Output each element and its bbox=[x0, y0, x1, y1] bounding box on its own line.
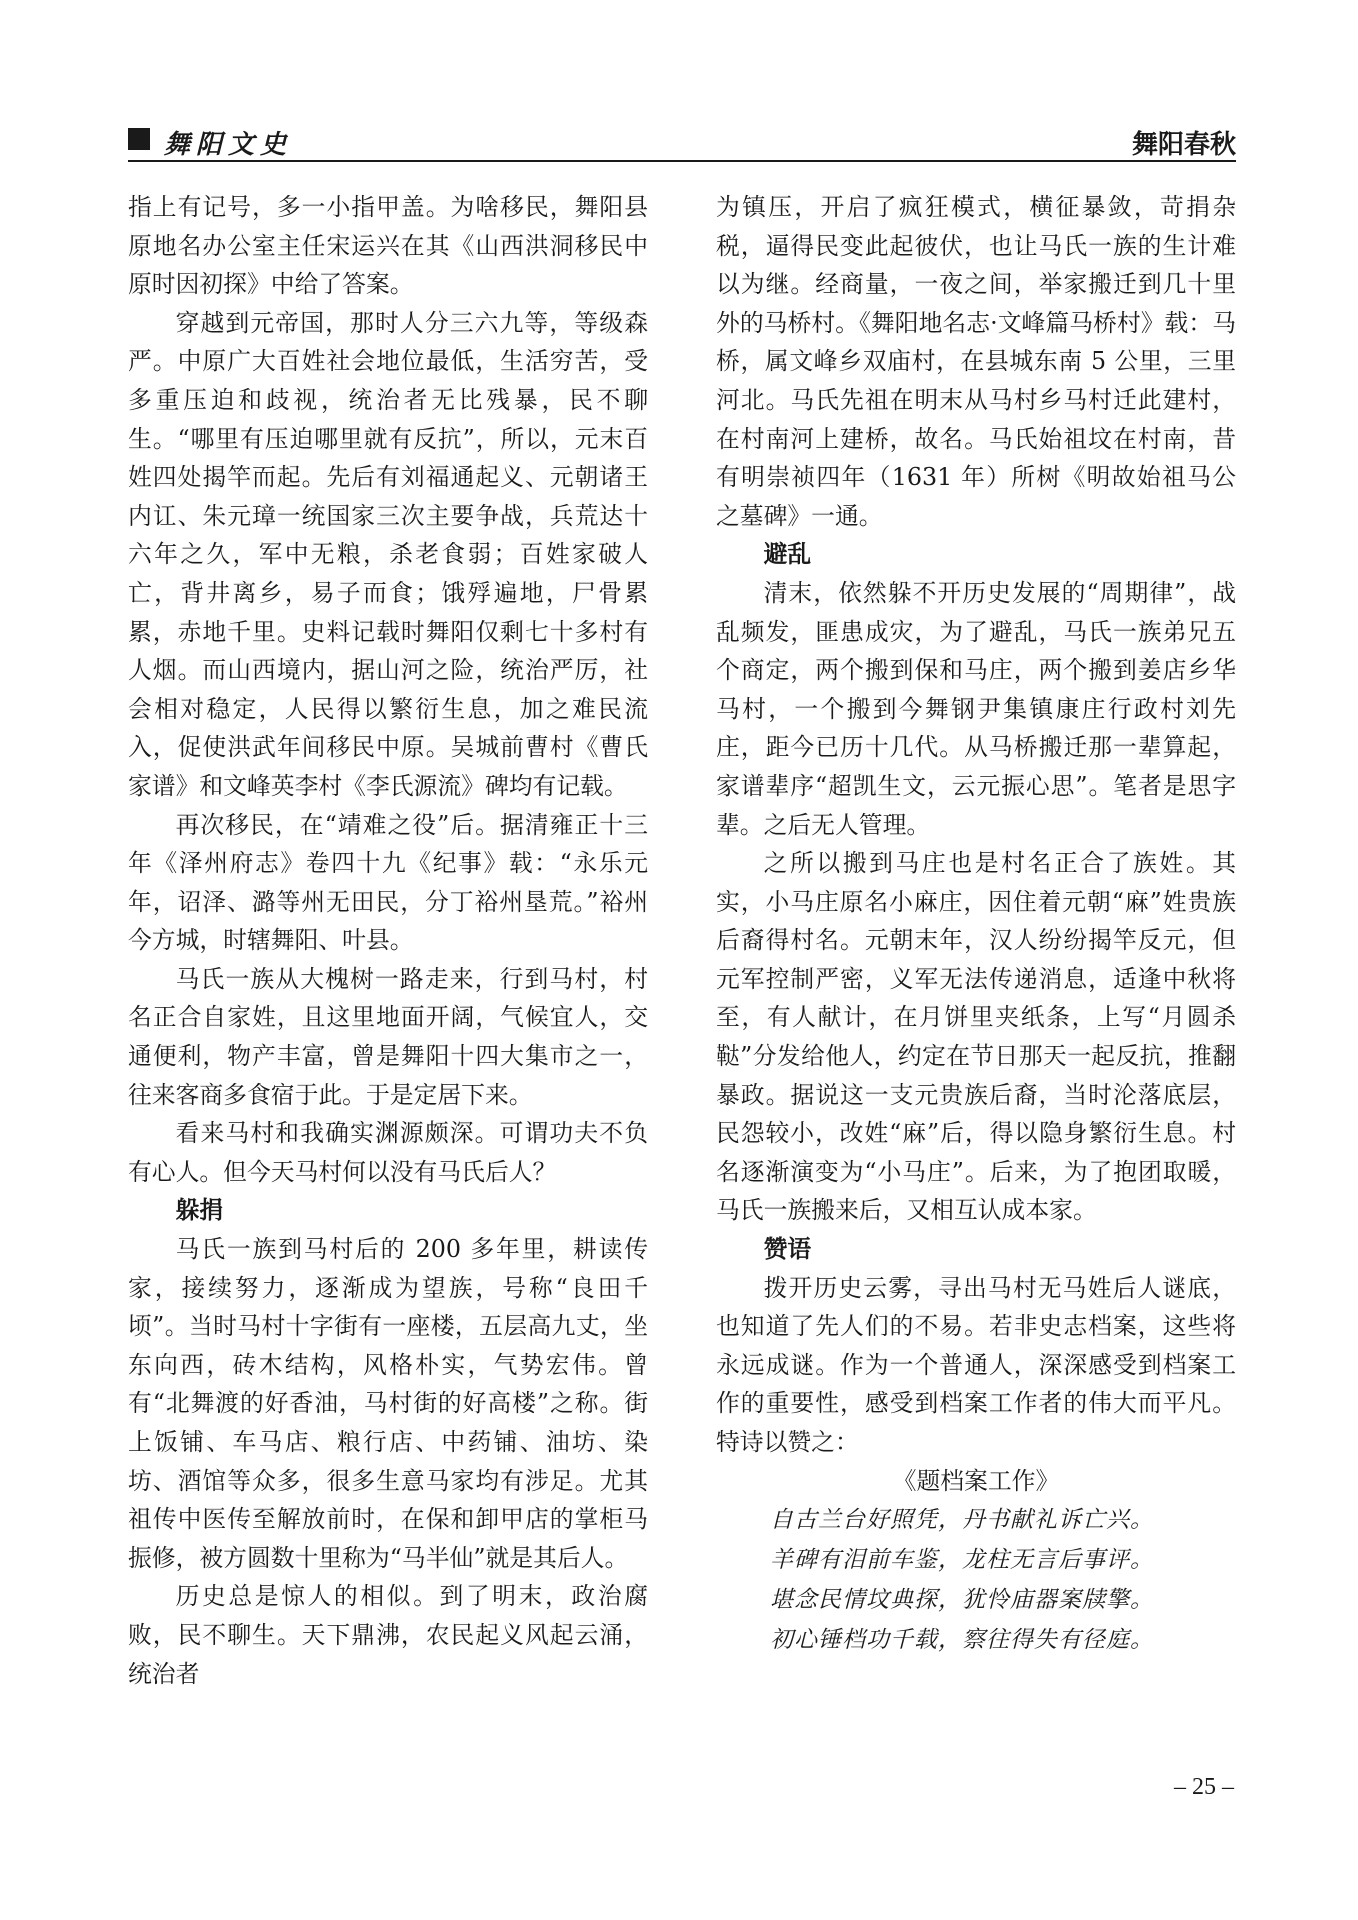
section-heading: 避乱 bbox=[763, 540, 812, 569]
column-title: 舞阳春秋 bbox=[1131, 130, 1236, 160]
poem-line: 自古兰台好照凭，丹书献礼诉亡兴。 bbox=[770, 1507, 1154, 1534]
paragraph: 为镇压，开启了疯狂模式，横征暴敛，苛捐杂税，逼得民变此起彼伏，也让马氏一族的生计难以为继。经商量，一夜之间，举家搬迁到几十里外的马桥村。《舞阳地名志·文峰篇马桥村》载：马桥，属文峰乡双庙村，在县城东南 5 公里，三里河北。马氏先祖在明末从马村乡马村迁此建村，在村南河上建桥，故名。马氏始祖坟在村南，昔有明崇祯四年（1631 年）所树《明故始祖马公之墓碑》一通。 bbox=[716, 193, 1236, 530]
header-rule bbox=[128, 160, 1236, 162]
paragraph: 马氏一族从大槐树一路走来，行到马村，村名正合自家姓，且这里地面开阔，气候宜人，交通便利，物产丰富，曾是舞阳十四大集市之一，往来客商多食宿于此。于是定居下来。 bbox=[128, 964, 648, 1109]
paragraph: 指上有记号，多一小指甲盖。为啥移民，舞阳县原地名办公室主任宋运兴在其《山西洪洞移民中原时因初探》中给了答案。 bbox=[128, 193, 648, 299]
paragraph: 拨开历史云雾，寻出马村无马姓后人谜底，也知道了先人们的不易。若非史志档案，这些将永远成谜。作为一个普通人，深深感受到档案工作的重要性，感受到档案工作者的伟大而平凡。特诗以赞之： bbox=[716, 1273, 1236, 1456]
journal-section-title: 舞阳文史 bbox=[164, 130, 293, 160]
poem-line: 堪念民情坟典探，犹怜庙器案牍擎。 bbox=[770, 1587, 1154, 1614]
left-column bbox=[128, 188, 648, 1693]
section-heading: 赞语 bbox=[763, 1235, 812, 1264]
header-square-icon bbox=[128, 128, 150, 150]
paragraph: 穿越到元帝国，那时人分三六九等，等级森严。中原广大百姓社会地位最低，生活穷苦，受多重压迫和歧视，统治者无比残暴，民不聊生。“哪里有压迫哪里就有反抗”，所以，元末百姓四处揭竿而起。先后有刘福通起义、元朝诸王内讧、朱元璋一统国家三次主要争战，兵荒达十六年之久，军中无粮，杀老食弱；百姓家破人亡，背井离乡，易子而食；饿殍遍地，尸骨累累，赤地千里。史料记载时舞阳仅剩七十多村有人烟。而山西境内，据山河之险，统治严厉，社会相对稳定，人民得以繁衍生息，加之难民流入，促使洪武年间移民中原。吴城前曹村《曹氏家谱》和文峰英李村《李氏源流》碑均有记载。 bbox=[128, 308, 648, 800]
page-number: – 25 – bbox=[1174, 1774, 1234, 1800]
paragraph: 历史总是惊人的相似。到了明末，政治腐败，民不聊生。天下鼎沸，农民起义风起云涌，统治者 bbox=[128, 1582, 648, 1688]
paragraph: 马氏一族到马村后的 200 多年里，耕读传家，接续努力，逐渐成为望族，号称“良田千顷”。当时马村十字街有一座楼，五层高九丈，坐东向西，砖木结构，风格朴实，气势宏伟。曾有“北舞渡的好香油，马村街的好高楼”之称。街上饭铺、车马店、粮行店、中药铺、油坊、染坊、酒馆等众多，很多生意马家均有涉足。尤其祖传中医传至解放前时，在保和卸甲店的掌柜马振修，被方圆数十里称为“马半仙”就是其后人。 bbox=[128, 1235, 648, 1572]
section-heading: 躲捐 bbox=[175, 1196, 224, 1225]
right-column bbox=[716, 188, 1236, 1660]
paragraph: 之所以搬到马庄也是村名正合了族姓。其实，小马庄原名小麻庄，因住着元朝“麻”姓贵族后裔得村名。元朝末年，汉人纷纷揭竿反元，但元军控制严密，义军无法传递消息，适逢中秋将至，有人献计，在月饼里夹纸条，上写“月圆杀鞑”分发给他人，约定在节日那天一起反抗，推翻暴政。据说这一支元贵族后裔，当时沦落底层，民怨较小，改姓“麻”后，得以隐身繁衍生息。村名逐渐演变为“小马庄”。后来，为了抱团取暖，马氏一族搬来后，又相互认成本家。 bbox=[716, 849, 1236, 1225]
page-header bbox=[128, 124, 1236, 164]
poem-title: 《题档案工作》 bbox=[892, 1466, 1060, 1495]
poem-line: 羊碑有泪前车鉴，龙柱无言后事评。 bbox=[770, 1547, 1154, 1574]
paragraph: 清末，依然躲不开历史发展的“周期律”，战乱频发，匪患成灾，为了避乱，马氏一族弟兄五个商定，两个搬到保和马庄，两个搬到姜店乡华马村，一个搬到今舞钢尹集镇康庄行政村刘先庄，距今已历十几代。从马桥搬迁那一辈算起，家谱辈序“超凯生文，云元振心思”。笔者是思字辈。之后无人管理。 bbox=[716, 578, 1236, 839]
paragraph: 看来马村和我确实渊源颇深。可谓功夫不负有心人。但今天马村何以没有马氏后人？ bbox=[128, 1119, 648, 1186]
paragraph: 再次移民，在“靖难之役”后。据清雍正十三年《泽州府志》卷四十九《纪事》载：“永乐元年，诏泽、潞等州无田民，分丁裕州垦荒。”裕州今方城，时辖舞阳、叶县。 bbox=[128, 810, 648, 955]
poem-line: 初心锤档功千载，察往得失有径庭。 bbox=[770, 1627, 1154, 1654]
